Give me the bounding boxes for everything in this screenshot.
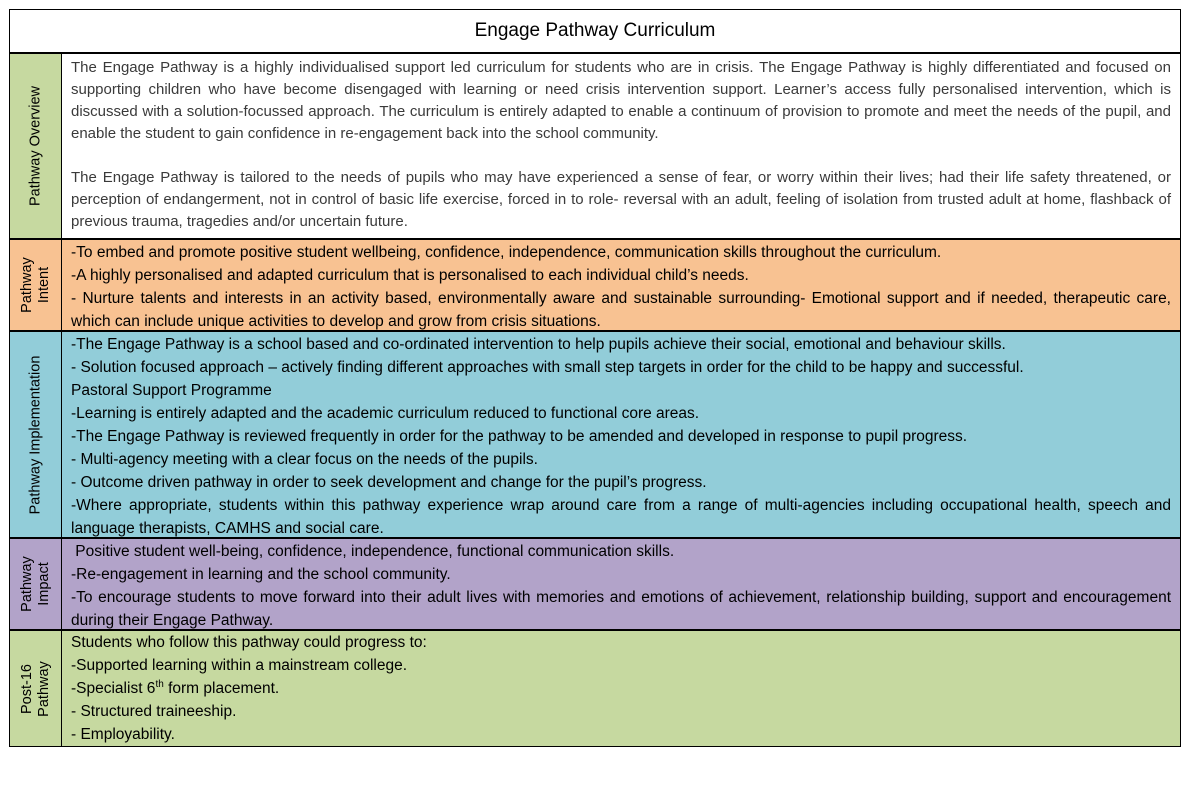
overview-content: [62, 53, 1181, 239]
row-pathway-intent: [9, 239, 1181, 331]
row-label-implementation: Pathway Implementation: [27, 355, 43, 514]
row-pathway-impact: [9, 538, 1181, 630]
page-title: Engage Pathway Curriculum: [474, 20, 716, 41]
row-label-overview: Pathway Overview: [27, 85, 43, 207]
curriculum-table: [9, 9, 1181, 747]
implementation-item: Pastoral Support Programme: [71, 382, 272, 399]
implementation-item: - Multi-agency meeting with a clear focus on the needs of the pupils.: [71, 451, 538, 468]
impact-item: -Re-engagement in learning and the school community.: [71, 566, 451, 583]
table-title: [9, 9, 1181, 53]
post16-intro: Students who follow this pathway could progress to:: [71, 634, 427, 651]
row-post16-pathway: [9, 630, 1181, 747]
row-label-impact: Pathway Impact: [18, 556, 52, 612]
implementation-item: -Where appropriate, students within this pathway experience wrap around care from a range of multi-agencies including occupational health, speech and language therapists, CAMHS and social care.: [71, 497, 1171, 537]
impact-item: Positive student well-being, confidence, independence, functional communication skills.: [71, 543, 675, 560]
post16-item: - Structured traineeship.: [71, 703, 237, 720]
intent-item: -A highly personalised and adapted curriculum that is personalised to each individual child’s needs.: [71, 267, 749, 284]
post16-content: [62, 630, 1181, 747]
implementation-item: - Outcome driven pathway in order to seek development and change for the pupil’s progress.: [71, 474, 707, 491]
implementation-content: [62, 331, 1181, 538]
intent-item: - Nurture talents and interests in an activity based, environmentally aware and sustainable surrounding- Emotional support and if needed, therapeutic care, which can include unique activities to develop and grow from crisis situations.: [71, 290, 1171, 330]
impact-item: -To encourage students to move forward into their adult lives with memories and emotions of achievement, relationship building, support and encouragement during their Engage Pathway.: [71, 589, 1171, 629]
impact-content: [62, 538, 1181, 630]
implementation-item: -The Engage Pathway is a school based and co-ordinated intervention to help pupils achieve their social, emotional and behaviour skills.: [71, 336, 1006, 353]
implementation-item: -Learning is entirely adapted and the academic curriculum reduced to functional core areas.: [71, 405, 700, 422]
intent-item: -To embed and promote positive student wellbeing, confidence, independence, communication skills throughout the curriculum.: [71, 244, 942, 261]
post16-item: -Supported learning within a mainstream college.: [71, 657, 408, 674]
implementation-item: - Solution focused approach – actively finding different approaches with small step targets in order for the child to be happy and successful.: [71, 359, 1024, 376]
row-label-post16: Post-16 Pathway: [18, 660, 52, 717]
row-pathway-overview: [9, 53, 1181, 239]
intent-content: [62, 239, 1181, 331]
overview-paragraph-2: The Engage Pathway is tailored to the needs of pupils who may have experienced a sense of fear, or worry within their lives; had their life safety threatened, or perception of endangerment, not in control of basic life exercise, forced in to role- reversal with an adult, feeling of isolation from trusted adult at home, flashback of previous trauma, tragedies and/or uncertain future.: [71, 169, 1171, 230]
post16-item: - Employability.: [71, 726, 175, 743]
overview-paragraph-1: The Engage Pathway is a highly individualised support led curriculum for students who are in crisis. The Engage Pathway is highly differentiated and focused on supporting children who have become disengaged with learning or need crisis intervention support. Learner’s access fully personalised intervention, which is discussed with a solution-focussed approach. The curriculum is entirely adapted to enable a continuum of provision to promote and meet the needs of the pupil, and enable the student to gain confidence in re-engagement back into the school community.: [71, 59, 1171, 142]
row-label-cell: [9, 239, 62, 331]
row-label-cell: [9, 630, 62, 747]
implementation-item: -The Engage Pathway is reviewed frequently in order for the pathway to be amended and developed in response to pupil progress.: [71, 428, 968, 445]
post16-item: -Specialist 6th form placement.: [71, 678, 280, 697]
row-pathway-implementation: [9, 331, 1181, 538]
row-label-intent: Pathway Intent: [18, 257, 52, 313]
